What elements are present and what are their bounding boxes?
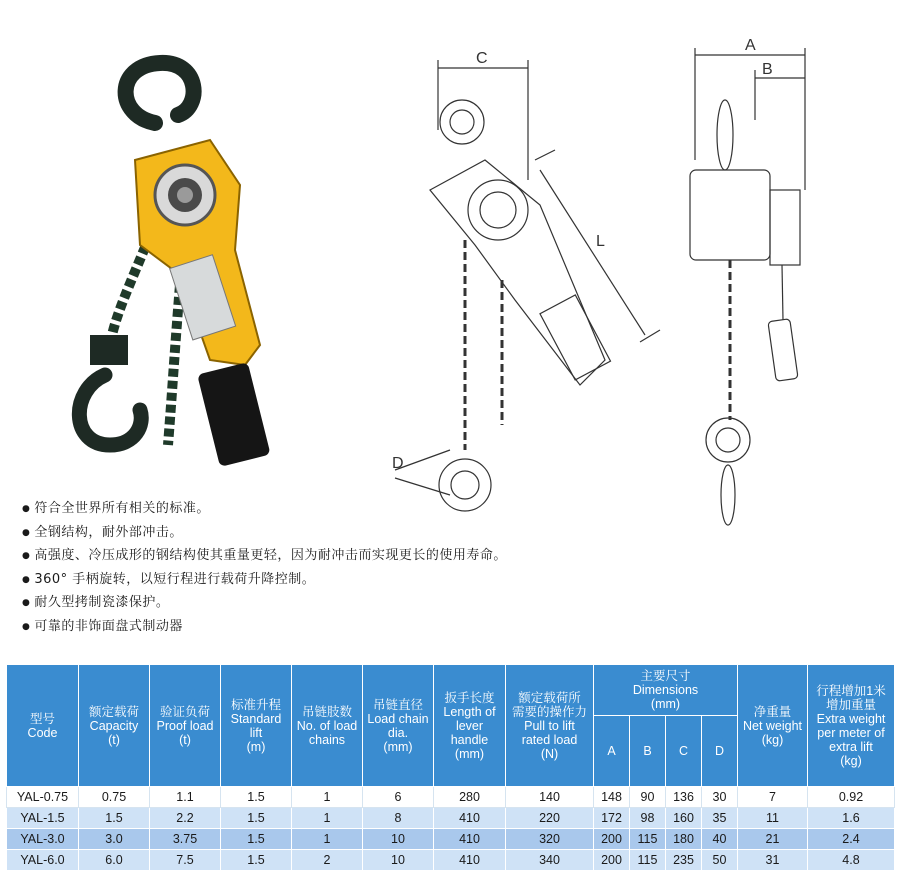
cell-weight: 11 <box>738 808 808 829</box>
feature-item: ● 全钢结构，耐外部冲击。 <box>22 521 722 545</box>
cell-dia: 8 <box>363 808 434 829</box>
cell-d: 50 <box>702 850 738 871</box>
cell-chains: 1 <box>292 787 363 808</box>
lever-grip <box>197 362 270 467</box>
header-load-chains: 吊链肢数 No. of load chains <box>292 665 363 787</box>
cell-proof: 1.1 <box>150 787 221 808</box>
cell-lever: 280 <box>434 787 506 808</box>
cell-capacity: 0.75 <box>79 787 150 808</box>
cell-extra: 0.92 <box>808 787 895 808</box>
cell-lift: 1.5 <box>221 808 292 829</box>
cell-a: 148 <box>594 787 630 808</box>
cell-dia: 10 <box>363 850 434 871</box>
header-dim-a: A <box>594 716 630 787</box>
header-pull: 额定载荷所 需要的操作力 Pull to lift rated load (N) <box>506 665 594 787</box>
cell-capacity: 3.0 <box>79 829 150 850</box>
cell-chains: 1 <box>292 808 363 829</box>
table-row <box>7 787 895 808</box>
cell-capacity: 1.5 <box>79 808 150 829</box>
cell-code: YAL-0.75 <box>7 787 79 808</box>
cell-proof: 3.75 <box>150 829 221 850</box>
cell-a: 200 <box>594 850 630 871</box>
header-capacity: 额定载荷 Capacity (t) <box>79 665 150 787</box>
cell-c: 180 <box>666 829 702 850</box>
feature-item: ● 可靠的非饰面盘式制动器 <box>22 615 722 639</box>
cell-c: 160 <box>666 808 702 829</box>
feature-item: ● 高强度、冷压成形的钢结构使其重量更轻，因为耐冲击而实现更长的使用寿命。 <box>22 544 722 568</box>
dim-label-l: L <box>596 233 605 250</box>
dim-label-d: D <box>392 455 404 472</box>
header-proof-load: 验证负荷 Proof load (t) <box>150 665 221 787</box>
feature-item: ● 360° 手柄旋转，以短行程进行载荷升降控制。 <box>22 568 722 592</box>
cell-pull: 340 <box>506 850 594 871</box>
header-dimensions: 主要尺寸 Dimensions (mm) <box>594 665 738 716</box>
spec-table <box>6 664 895 871</box>
header-standard-lift: 标准升程 Standard lift (m) <box>221 665 292 787</box>
cell-pull: 220 <box>506 808 594 829</box>
feature-list <box>22 497 722 638</box>
dim-label-c: C <box>476 50 488 67</box>
cell-lift: 1.5 <box>221 787 292 808</box>
cell-d: 40 <box>702 829 738 850</box>
cell-lever: 410 <box>434 850 506 871</box>
cell-b: 115 <box>630 829 666 850</box>
cell-chains: 1 <box>292 829 363 850</box>
cell-a: 200 <box>594 829 630 850</box>
table-row <box>7 850 895 871</box>
cell-proof: 2.2 <box>150 808 221 829</box>
feature-item: ● 耐久型拷制瓷漆保护。 <box>22 591 722 615</box>
load-chain-left <box>110 235 150 345</box>
cell-extra: 2.4 <box>808 829 895 850</box>
cell-code: YAL-6.0 <box>7 850 79 871</box>
cell-lift: 1.5 <box>221 850 292 871</box>
cell-lever: 410 <box>434 808 506 829</box>
header-code: 型号 Code <box>7 665 79 787</box>
product-photo <box>60 45 310 475</box>
cell-chains: 2 <box>292 850 363 871</box>
cell-b: 115 <box>630 850 666 871</box>
cell-pull: 320 <box>506 829 594 850</box>
cell-dia: 6 <box>363 787 434 808</box>
cell-b: 90 <box>630 787 666 808</box>
cell-b: 98 <box>630 808 666 829</box>
top-hook <box>126 63 194 123</box>
cell-c: 235 <box>666 850 702 871</box>
cell-code: YAL-1.5 <box>7 808 79 829</box>
header-lever-length: 扳手长度 Length of lever handle (mm) <box>434 665 506 787</box>
header-net-weight: 净重量 Net weight (kg) <box>738 665 808 787</box>
header-dim-b: B <box>630 716 666 787</box>
cell-proof: 7.5 <box>150 850 221 871</box>
cell-code: YAL-3.0 <box>7 829 79 850</box>
cell-d: 35 <box>702 808 738 829</box>
cell-c: 136 <box>666 787 702 808</box>
header-dim-c: C <box>666 716 702 787</box>
cell-capacity: 6.0 <box>79 850 150 871</box>
cell-extra: 1.6 <box>808 808 895 829</box>
load-chain-right <box>168 285 180 445</box>
cell-weight: 31 <box>738 850 808 871</box>
technical-drawing <box>390 30 890 530</box>
table-row <box>7 808 895 829</box>
cell-pull: 140 <box>506 787 594 808</box>
cell-lever: 410 <box>434 829 506 850</box>
table-row <box>7 829 895 850</box>
cell-a: 172 <box>594 808 630 829</box>
cell-weight: 7 <box>738 787 808 808</box>
header-dim-d: D <box>702 716 738 787</box>
header-chain-dia: 吊链直径 Load chain dia. (mm) <box>363 665 434 787</box>
bottom-hook <box>79 375 141 445</box>
header-extra-weight: 行程增加1米 增加重量 Extra weight per meter of extra lift (kg) <box>808 665 895 787</box>
cell-d: 30 <box>702 787 738 808</box>
cell-weight: 21 <box>738 829 808 850</box>
dim-label-b: B <box>762 61 773 78</box>
cell-extra: 4.8 <box>808 850 895 871</box>
feature-item: ● 符合全世界所有相关的标准。 <box>22 497 722 521</box>
cell-dia: 10 <box>363 829 434 850</box>
dim-label-a: A <box>745 37 756 54</box>
cell-lift: 1.5 <box>221 829 292 850</box>
